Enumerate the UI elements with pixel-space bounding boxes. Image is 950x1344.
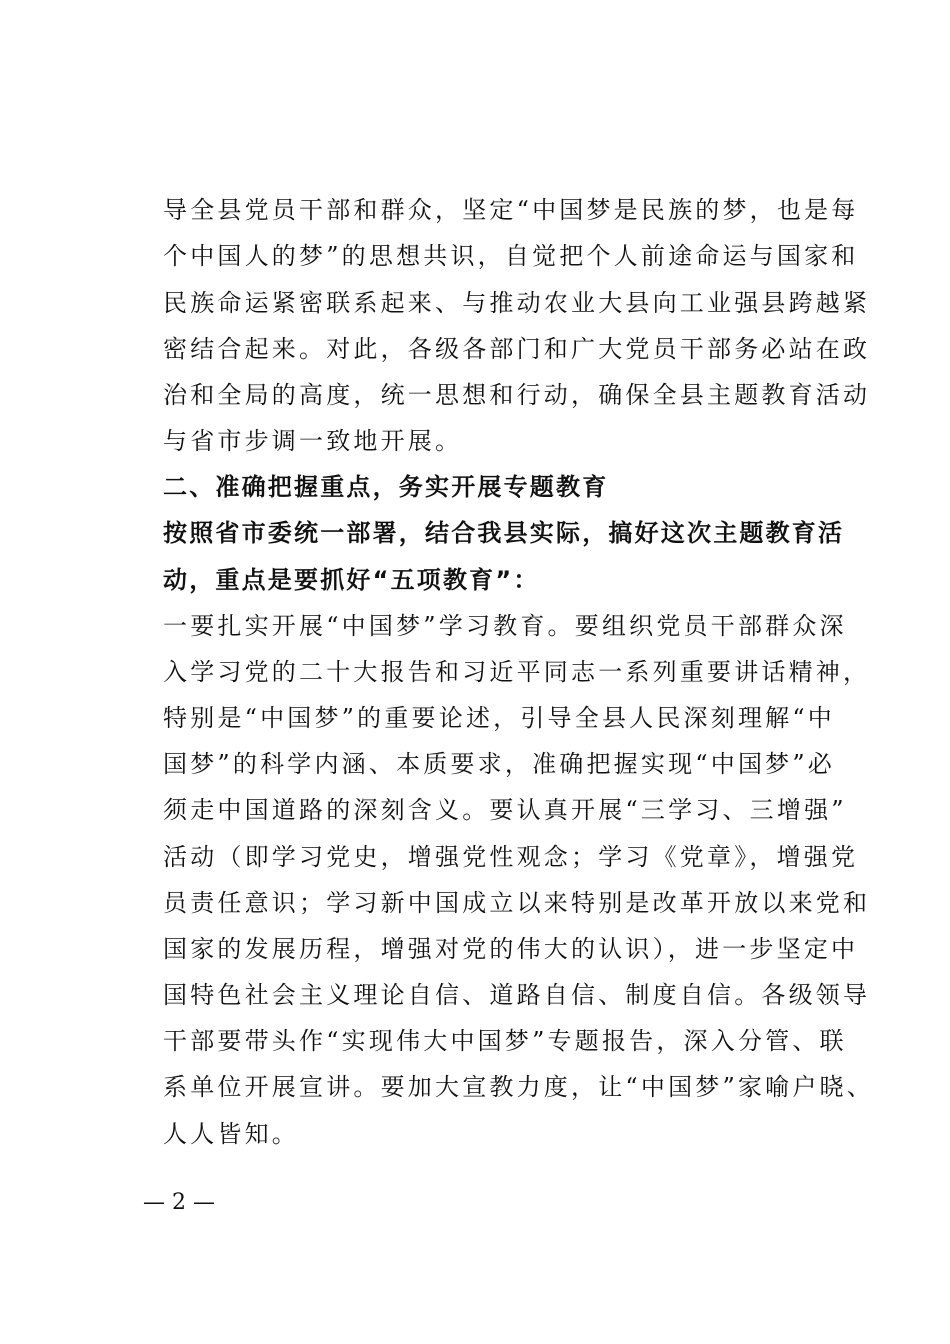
body-text-line: 须走中国道路的深刻含义。要认真开展“三学习、三增强” [163, 796, 847, 824]
body-text-line: 系单位开展宣讲。要加大宣教力度，让“中国梦”家喻户晓、 [163, 1073, 874, 1101]
body-text-line: 密结合起来。对此，各级各部门和广大党员干部务必站在政 [163, 335, 871, 363]
body-text-line: 导全县党员干部和群众，坚定“中国梦是民族的梦，也是每 [163, 196, 859, 224]
bold-intro-line: 动，重点是要抓好“五项教育”： [163, 566, 540, 594]
body-text-line: 国特色社会主义理论自信、道路自信、制度自信。各级领导 [163, 981, 871, 1009]
body-text-line: 干部要带头作“实现伟大中国梦”专题报告，深入分管、联 [163, 1027, 847, 1055]
bold-intro-line: 按照省市委统一部署，结合我县实际，搞好这次主题教育活 [163, 519, 845, 547]
body-text-line: 国家的发展历程，增强对党的伟大的认识），进一步坚定中 [163, 935, 859, 963]
body-text-line: 员责任意识；学习新中国成立以来特别是改革开放以来党和 [163, 889, 871, 917]
body-text-line: 入学习党的二十大报告和习近平同志一系列重要讲话精神， [163, 658, 871, 686]
body-text-line: 特别是“中国梦”的重要论述，引导全县人民深刻理解“中 [163, 704, 836, 732]
body-text-line: 个中国人的梦”的思想共识，自觉把个人前途命运与国家和 [163, 242, 859, 270]
body-text-line: 一要扎实开展“中国梦”学习教育。要组织党员干部群众深 [163, 612, 847, 640]
page-number: — 2 — [143, 1190, 215, 1215]
body-text-line: 国梦”的科学内涵、本质要求，准确把握实现“中国梦”必 [163, 750, 836, 778]
body-text-line: 治和全局的高度，统一思想和行动，确保全县主题教育活动 [163, 381, 871, 409]
section-heading: 二、准确把握重点，务实开展专题教育 [163, 473, 609, 501]
body-text-line: 民族命运紧密联系起来、与推动农业大县向工业强县跨越紧 [163, 289, 871, 317]
body-text-line: 人人皆知。 [163, 1120, 299, 1148]
body-text-line: 与省市步调一致地开展。 [163, 427, 463, 455]
body-text-line: 活动（即学习党史，增强党性观念；学习《党章》，增强党 [163, 843, 859, 871]
